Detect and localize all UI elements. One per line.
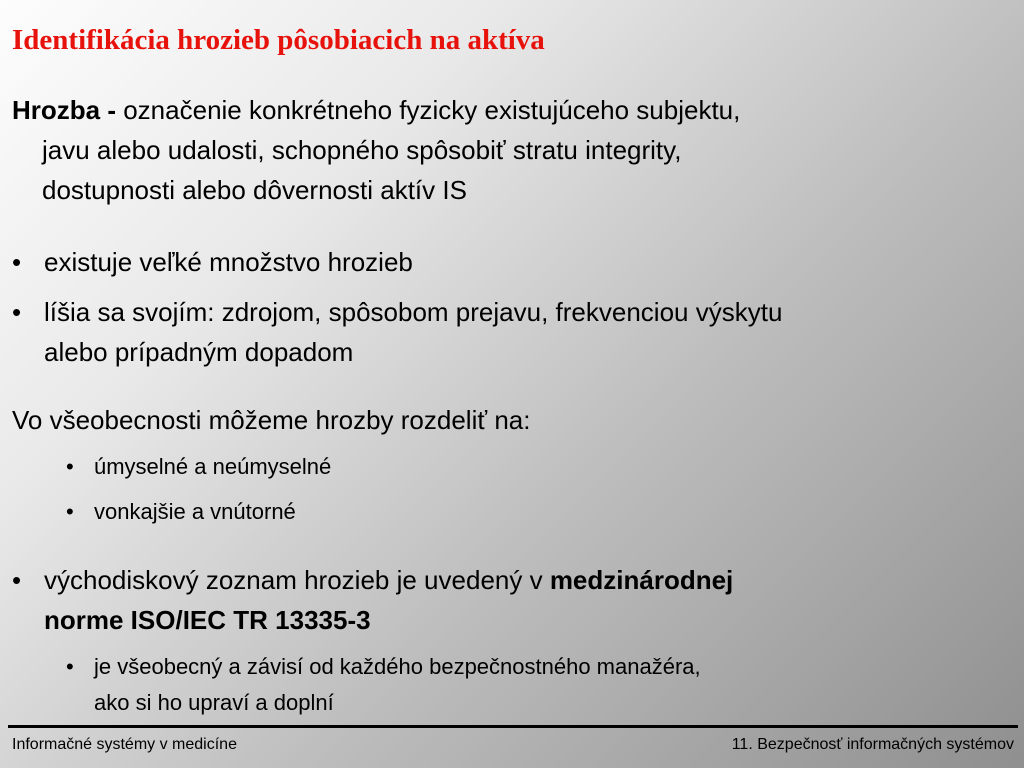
sub-bullet-item: [66, 649, 966, 721]
bullet-glyph: •: [12, 247, 22, 277]
iso-text-line1: [12, 560, 992, 600]
bullet-glyph: •: [12, 565, 22, 595]
footer-divider: [8, 725, 1018, 728]
definition-paragraph: [12, 90, 1012, 210]
bullet-text-line2: alebo prípadným dopadom: [44, 337, 354, 367]
sub-bullet-text: úmyselné a neúmyselné: [94, 454, 332, 479]
footer-course-title: Informačné systémy v medicíne: [12, 736, 237, 753]
iso-text-line2: [12, 600, 992, 640]
slide-title: Identifikácia hrozieb pôsobiacich na aktíva: [12, 24, 545, 56]
definition-line1: označenie konkrétneho fyzicky existujúceho subjektu,: [116, 95, 741, 125]
sub-bullet-item: [66, 449, 966, 485]
iso-bold-line1: medzinárodnej: [549, 565, 734, 595]
sub-bullet-item: [66, 494, 966, 530]
bullet-glyph: •: [66, 654, 74, 679]
iso-bold-line2: norme ISO/IEC TR 13335-3: [44, 605, 371, 635]
iso-sub-line1: je všeobecný a závisí od každého bezpečnostného manažéra,: [94, 654, 701, 679]
bullet-glyph: •: [12, 297, 22, 327]
footer-lecture-title: 11. Bezpečnosť informačných systémov: [731, 736, 1014, 753]
definition-line2: javu alebo udalosti, schopného spôsobiť stratu integrity,: [42, 135, 682, 165]
bullet-item-iso: [12, 560, 992, 640]
bullet-glyph: •: [66, 499, 74, 524]
bullet-text-line1: líšia sa svojím: zdrojom, spôsobom prejavu, frekvenciou výskytu: [44, 297, 783, 327]
definition-line3: dostupnosti alebo dôvernosti aktív IS: [42, 175, 467, 205]
bullet-glyph: •: [66, 454, 74, 479]
bullet-text: existuje veľké množstvo hrozieb: [44, 247, 413, 277]
bullet-item: [12, 242, 992, 282]
iso-sub-line2: ako si ho upraví a doplní: [94, 690, 334, 715]
division-heading: Vo všeobecnosti môžeme hrozby rozdeliť na:: [12, 405, 531, 435]
iso-text-before: východiskový zoznam hrozieb je uvedený v: [44, 565, 550, 595]
bullet-item: [12, 292, 992, 372]
sub-bullet-text: vonkajšie a vnútorné: [94, 499, 296, 524]
definition-term: Hrozba -: [12, 95, 116, 125]
